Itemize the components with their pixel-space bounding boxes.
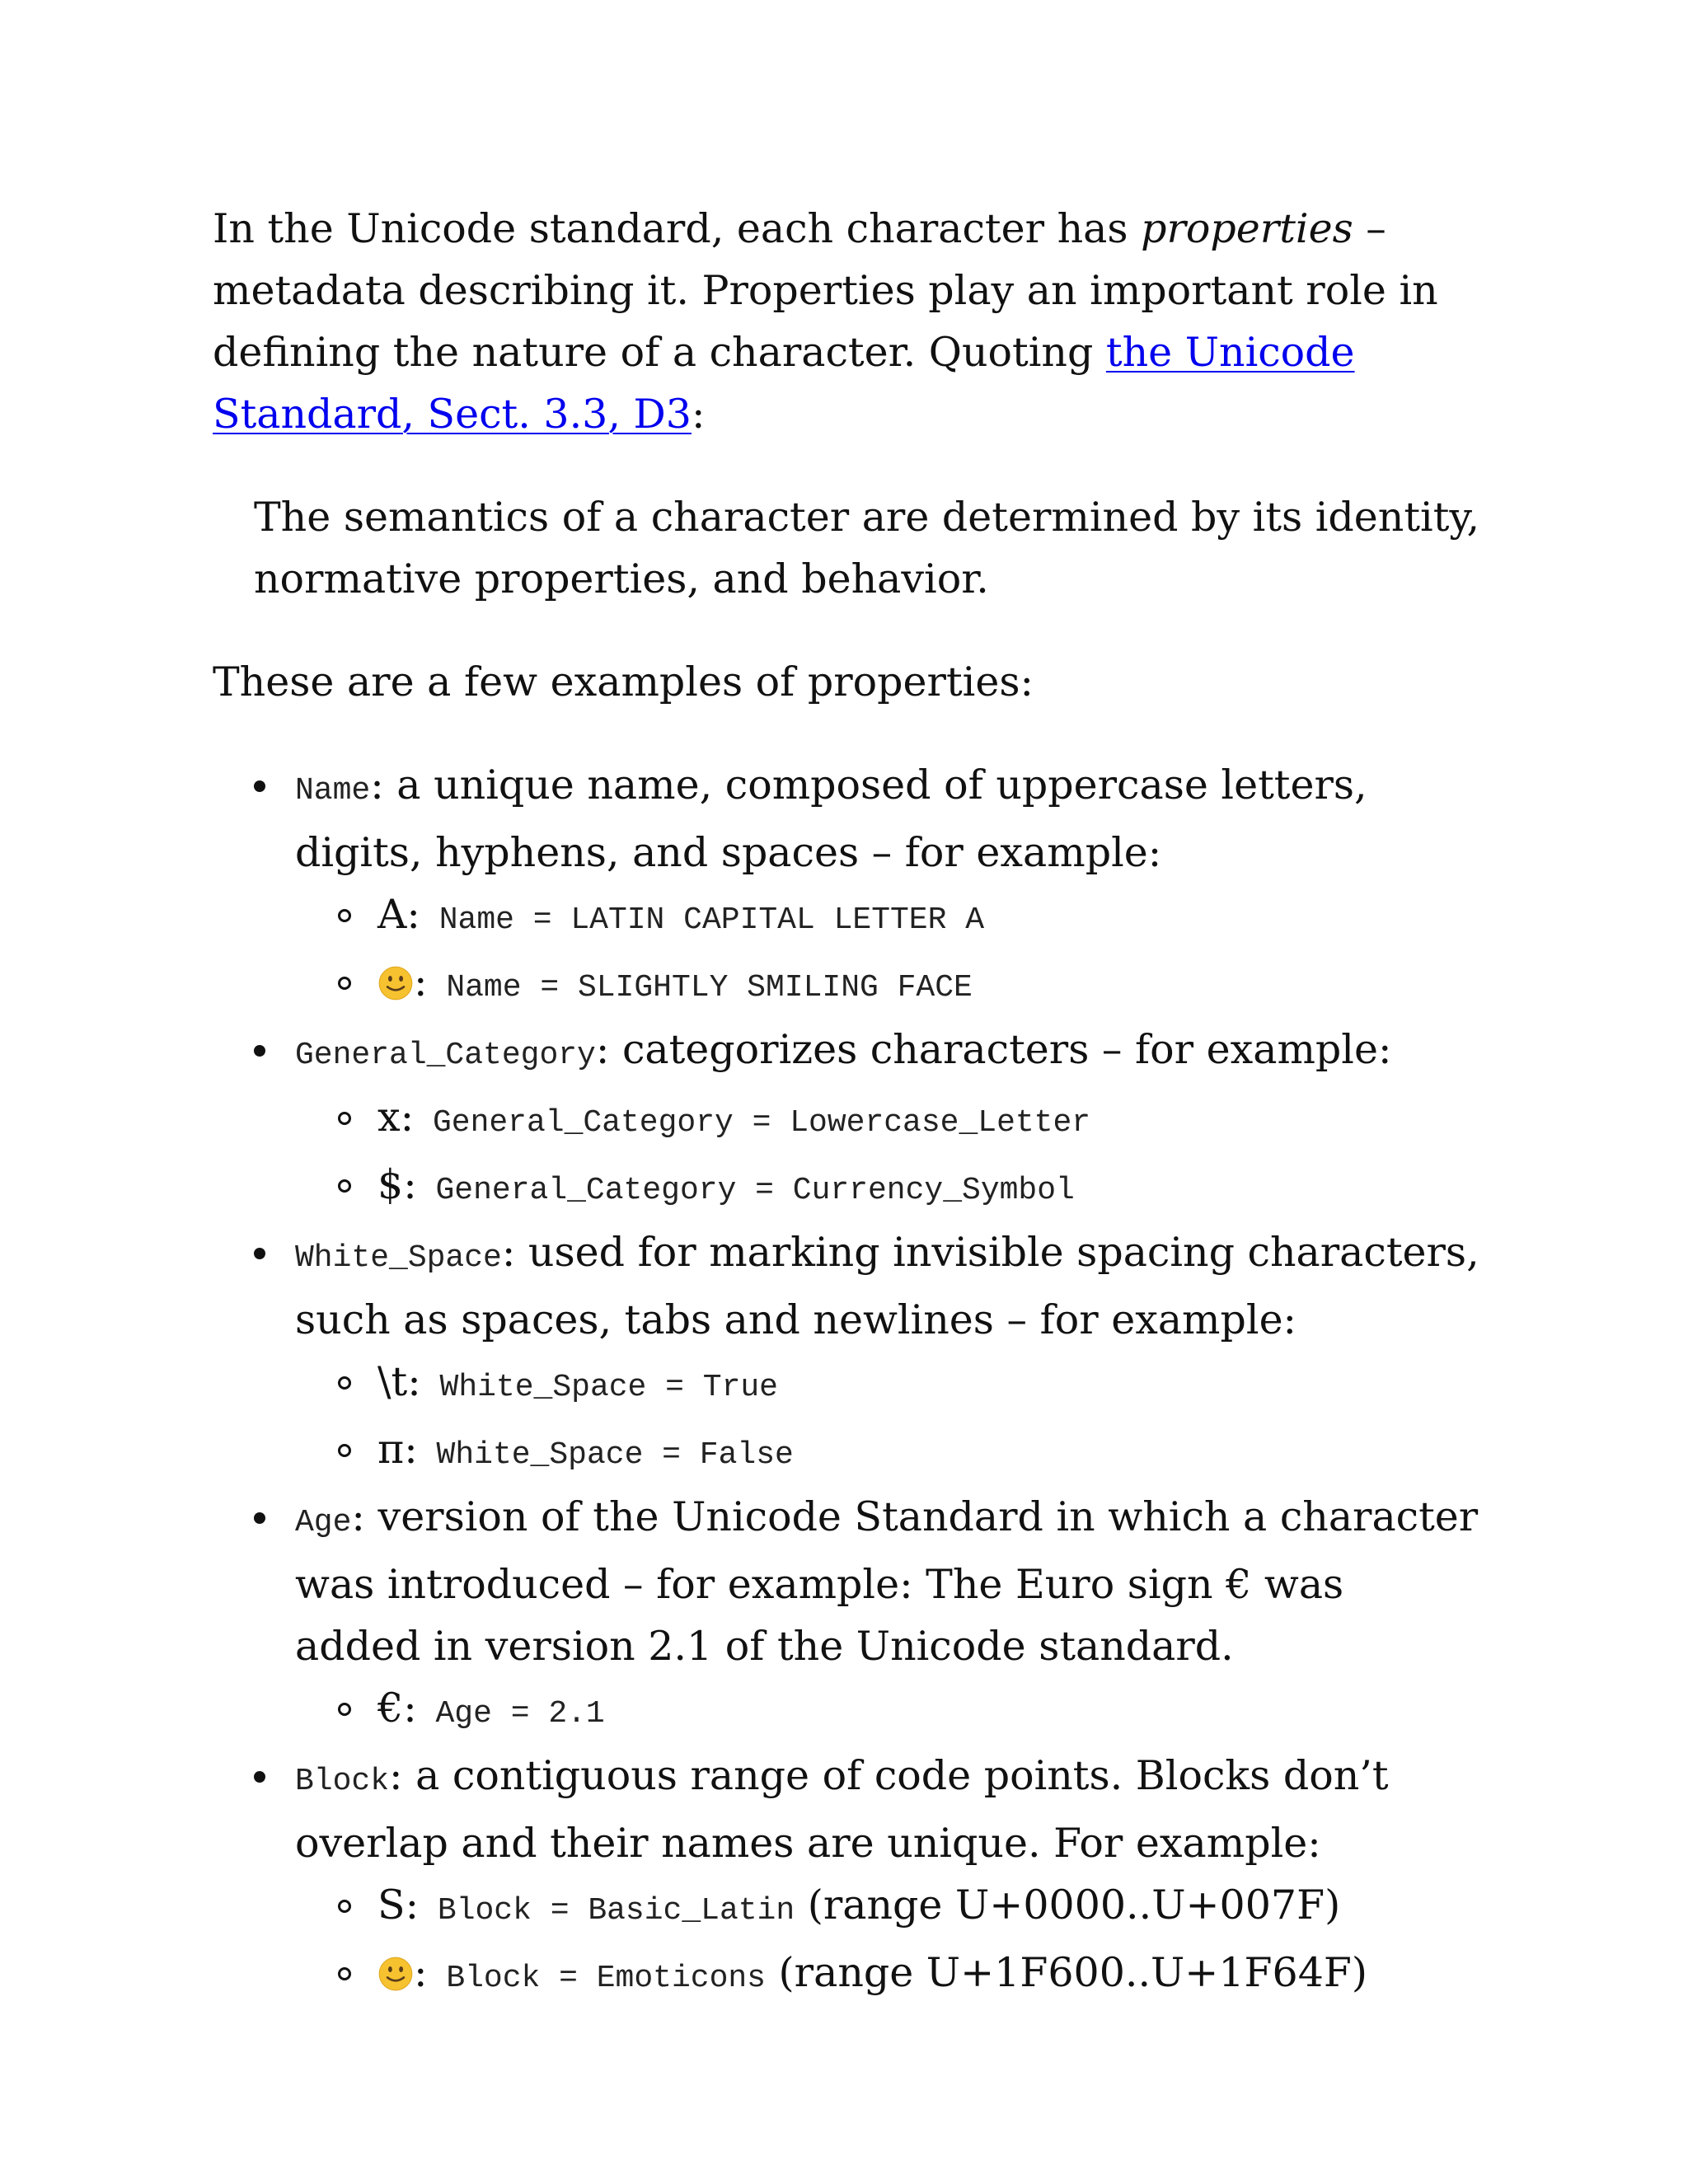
property-item-block xyxy=(213,1745,1482,2009)
example-item xyxy=(295,1418,1482,1486)
circle-bullet-icon xyxy=(338,909,351,922)
circle-bullet-icon xyxy=(338,1376,351,1390)
example-code: Block = Basic_Latin xyxy=(419,1893,795,1929)
circle-bullet-icon xyxy=(338,1967,351,1980)
examples-lead: These are a few examples of properties: xyxy=(213,658,1034,705)
example-char: x xyxy=(377,1094,401,1141)
property-description: : a contiguous range of code points. Blocks don’t overlap and their names are unique. For example: xyxy=(295,1752,1389,1867)
unicode-standard-link[interactable]: the Unicode Standard, Sect. 3.3, D3 xyxy=(213,329,1355,438)
example-code: White_Space = True xyxy=(420,1370,778,1405)
example-char: \t xyxy=(377,1358,408,1405)
example-item xyxy=(295,1942,1482,2009)
property-item-age xyxy=(213,1486,1482,1745)
bullet-icon xyxy=(254,780,265,792)
example-sep: : xyxy=(400,1094,415,1141)
example-item xyxy=(295,1086,1482,1154)
example-sep: : xyxy=(407,1358,421,1405)
document-page xyxy=(213,198,1482,2009)
bullet-icon xyxy=(254,1512,265,1524)
circle-bullet-icon xyxy=(338,1112,351,1125)
circle-bullet-icon xyxy=(338,977,351,990)
example-code: General_Category = Lowercase_Letter xyxy=(414,1105,1091,1141)
example-char: π xyxy=(377,1426,405,1473)
property-name: Block xyxy=(295,1764,390,1799)
property-name: General_Category xyxy=(295,1038,596,1073)
circle-bullet-icon xyxy=(338,1444,351,1457)
property-description: : categorizes characters – for example: xyxy=(595,1026,1392,1073)
circle-bullet-icon xyxy=(338,1900,351,1913)
example-code: General_Category = Currency_Symbol xyxy=(416,1173,1075,1208)
example-code: Block = Emoticons xyxy=(427,1961,766,1996)
intro-text-3: : xyxy=(691,391,706,438)
bullet-icon xyxy=(254,1771,265,1783)
example-sep: : xyxy=(406,891,420,938)
example-list xyxy=(295,1874,1482,2009)
properties-list xyxy=(213,754,1482,2009)
example-sep: : xyxy=(404,1426,418,1473)
example-list xyxy=(295,1351,1482,1486)
example-item xyxy=(295,951,1482,1019)
example-list xyxy=(295,1677,1482,1745)
example-sep: : xyxy=(414,958,428,1005)
bullet-icon xyxy=(254,1045,265,1057)
example-char: S xyxy=(377,1882,406,1929)
property-item-name xyxy=(213,754,1482,1019)
example-sep: : xyxy=(403,1161,417,1208)
example-range: (range U+0000..U+007F) xyxy=(795,1882,1341,1929)
example-code: Name = SLIGHTLY SMILING FACE xyxy=(427,970,973,1005)
example-sep: : xyxy=(405,1882,420,1929)
slightly-smiling-face-icon xyxy=(377,1956,414,1992)
example-item xyxy=(295,1154,1482,1221)
circle-bullet-icon xyxy=(338,1703,351,1716)
example-list xyxy=(295,883,1482,1019)
blockquote: The semantics of a character are determined by its identity, normative properties, and behavior. xyxy=(254,494,1480,602)
property-name: Age xyxy=(295,1505,352,1540)
slightly-smiling-face-icon xyxy=(377,965,414,1001)
property-item-white-space xyxy=(213,1221,1482,1486)
property-name: White_Space xyxy=(295,1240,502,1276)
example-code: White_Space = False xyxy=(417,1437,794,1473)
example-code: Age = 2.1 xyxy=(416,1696,605,1732)
example-sep: : xyxy=(403,1685,417,1732)
circle-bullet-icon xyxy=(338,1179,351,1193)
example-char: € xyxy=(377,1685,404,1732)
example-item xyxy=(295,1874,1482,1942)
example-range: (range U+1F600..U+1F64F) xyxy=(765,1949,1368,1996)
example-char: A xyxy=(377,891,407,938)
intro-text-1: In the Unicode standard, each character has xyxy=(213,205,1142,252)
property-description: : a unique name, composed of uppercase letters, digits, hyphens, and spaces – for example: xyxy=(295,762,1367,876)
intro-paragraph xyxy=(213,198,1482,445)
example-item xyxy=(295,1677,1482,1745)
intro-text-2: – metadata describing it. Properties play an important role in defining the nature of a character. Quoting xyxy=(213,205,1438,376)
property-item-general-category xyxy=(213,1019,1482,1221)
property-description: : used for marking invisible spacing characters, such as spaces, tabs and newlines – for example: xyxy=(295,1229,1479,1343)
example-list xyxy=(295,1086,1482,1221)
example-item xyxy=(295,1351,1482,1418)
example-sep: : xyxy=(414,1949,428,1996)
example-char: $ xyxy=(377,1161,404,1208)
intro-emphasis: properties xyxy=(1141,205,1353,252)
property-name: Name xyxy=(295,773,371,808)
bullet-icon xyxy=(254,1248,265,1259)
property-description: : version of the Unicode Standard in which a character was introduced – for example: The Euro sign € was added in version 2.1 of the Unicode standard. xyxy=(295,1493,1479,1670)
example-item xyxy=(295,883,1482,951)
example-code: Name = LATIN CAPITAL LETTER A xyxy=(420,902,985,938)
